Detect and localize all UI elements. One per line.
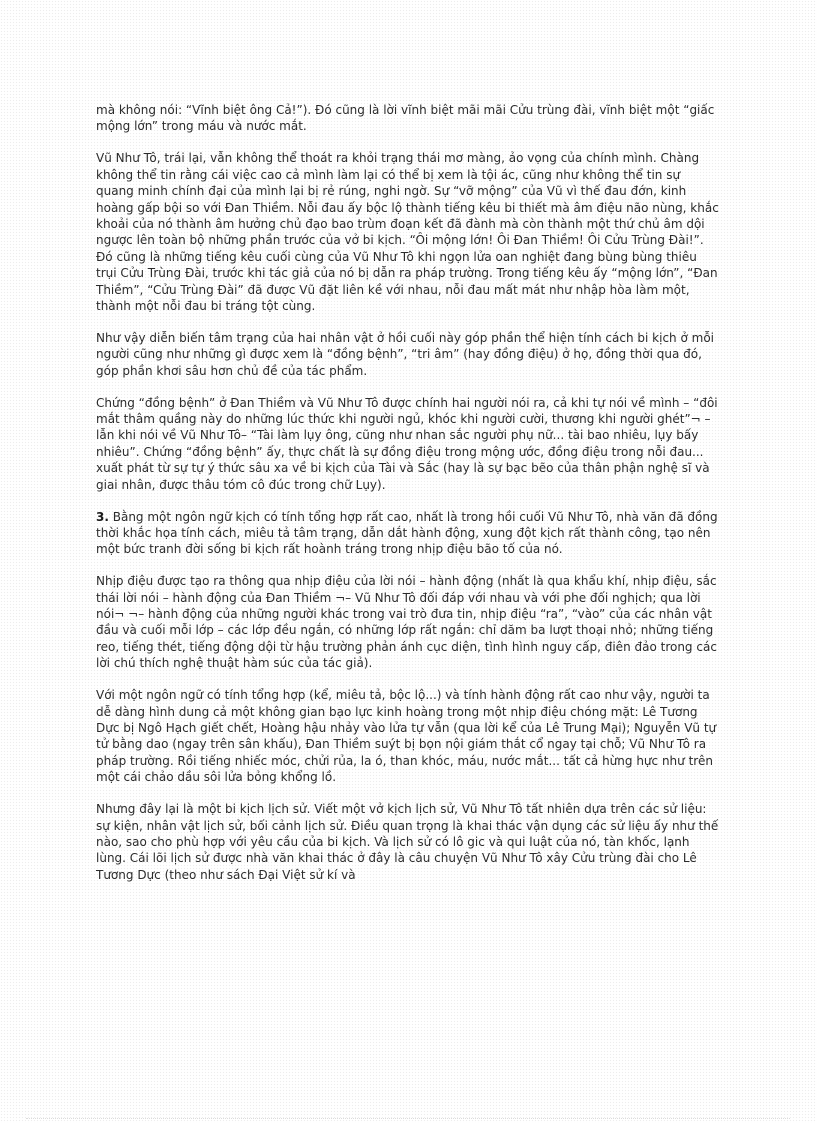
document-body xyxy=(96,102,720,899)
paragraph-text: Bằng một ngôn ngữ kịch có tính tổng hợp rất cao, nhất là trong hồi cuối Vũ Như Tô, nhà văn đã đồng thời khắc họa tính cách, miêu tả tâm trạng, dẫn dắt hành động, xung đột kịch rất thành công, tạo nên một bức tranh đời sống bi kịch rất hoành tráng trong nhịp điệu bão tố của nó. xyxy=(96,509,718,557)
paragraph-text: Nhưng đây lại là một bi kịch lịch sử. Viết một vở kịch lịch sử, Vũ Như Tô tất nhiên dựa trên các sử liệu: sự kiện, nhân vật lịch sử, bối cảnh lịch sử. Điều quan trọng là khai thác vận dụng các sử liệu ấy như thế nào, sao cho phù hợp với yêu cầu của bi kịch. Và lịch sử có lô gic và qui luật của nó, tàn khốc, lạnh lùng. Cái lõi lịch sử được nhà văn khai thác ở đây là câu chuyện Vũ Như Tô xây Cửu trùng đài cho Lê Tương Dực (theo như sách Đại Việt sử kí và xyxy=(96,802,719,882)
paragraph-6 xyxy=(96,573,720,671)
paragraph-7 xyxy=(96,687,720,785)
paragraph-text: Như vậy diễn biến tâm trạng của hai nhân vật ở hồi cuối này góp phần thể hiện tính cách bi kịch ở mỗi người cũng như những gì được xem là “đồng bệnh”, “tri âm” (hay đồng điệu) ở họ, đồng thời qua đó, góp phần khơi sâu hơn chủ đề của tác phẩm. xyxy=(96,330,714,378)
paragraph-3 xyxy=(96,330,720,379)
section-number: 3. xyxy=(96,509,109,524)
paragraph-text: Chứng “đồng bệnh” ở Đan Thiềm và Vũ Như Tô được chính hai người nói ra, cả khi tự nói về mình – “đôi mắt thâm quầng này do những lúc thức khi người ngủ, khóc khi người cười, thương khi người ghét”¬ – lẫn khi nói về Vũ Như Tô– “Tài làm lụy ông, cũng như nhan sắc người phụ nữ... tài bao nhiêu, lụy bấy nhiêu”. Chứng “đồng bệnh” ấy, thực chất là sự đồng điệu trong mộng ước, đồng điệu trong nỗi đau... xuất phát từ sự tự ý thức sâu xa về bi kịch của Tài và Sắc (hay là sự bạc bẽo của thân phận nghệ sĩ và giai nhân, được thâu tóm cô đúc trong chữ Lụy). xyxy=(96,395,718,492)
paragraph-8 xyxy=(96,801,720,883)
paragraph-4 xyxy=(96,395,720,493)
paragraph-1 xyxy=(96,102,720,135)
page-bottom-rule xyxy=(26,1118,790,1119)
paragraph-2 xyxy=(96,150,720,314)
paragraph-text: Vũ Như Tô, trái lại, vẫn không thể thoát ra khỏi trạng thái mơ màng, ảo vọng của chính mình. Chàng không thể tin rằng cái việc cao cả mình làm lại có thể bị xem là tội ác, cũng như không thể tin sự quang minh chính đại của mình lại bị rẻ rúng, nghi ngờ. Sự “vỡ mộng” của Vũ vì thế đau đớn, kinh hoàng gấp bội so với Đan Thiềm. Nỗi đau ấy bộc lộ thành tiếng kêu bi thiết mà âm điệu não nùng, khắc khoải của nó thành âm hưởng chủ đạo bao trùm đoạn kết đã đành mà còn thành một thứ chủ âm dội ngược lên toàn bộ những phần trước của vở bi kịch. “Ôi mộng lớn! Ôi Đan Thiềm! Ôi Cửu Trùng Đài!”. Đó cũng là những tiếng kêu cuối cùng của Vũ Như Tô khi ngọn lửa oan nghiệt đang bùng bùng thiêu trụi Cửu Trùng Đài, trước khi tác giả của nó bị dẫn ra pháp trường. Trong tiếng kêu ấy “mộng lớn”, “Đan Thiềm”, “Cửu Trùng Đài” đã được Vũ đặt liên kề với nhau, nỗi đau mất mát như nhập hòa làm một, thành một nỗi đau bi tráng tột cùng. xyxy=(96,151,719,313)
paragraph-5 xyxy=(96,509,720,558)
paragraph-text: Nhịp điệu được tạo ra thông qua nhịp điệu của lời nói – hành động (nhất là qua khẩu khí, nhịp điệu, sắc thái lời nói – hành động của Đan Thiềm ¬– Vũ Như Tô đối đáp với nhau và với phe đối nghịch; qua lời nói¬ ¬– hành động của những người khác trong vai trò đưa tin, nhịp điệu “ra”, “vào” của các nhân vật đầu và cuối mỗi lớp – các lớp đều ngắn, có những lớp rất ngắn: chỉ dăm ba lượt thoại nhỏ; những tiếng reo, tiếng thét, tiếng động dội từ hậu trường phản ánh cục diện, tình hình nguy cấp, điên đảo trong các lời chú thích nghệ thuật hàm súc của tác giả). xyxy=(96,574,717,671)
paragraph-text: mà không nói: “Vĩnh biệt ông Cả!”). Đó cũng là lời vĩnh biệt mãi mãi Cửu trùng đài, vĩnh biệt một “giấc mộng lớn” trong máu và nước mắt. xyxy=(96,103,715,134)
paragraph-text: Với một ngôn ngữ có tính tổng hợp (kể, miêu tả, bộc lộ...) và tính hành động rất cao như vậy, người ta dễ dàng hình dung cả một không gian bạo lực kinh hoàng trong một nhịp điệu chóng mặt: Lê Tương Dực bị Ngô Hạch giết chết, Hoàng hậu nhảy vào lửa tự vẫn (qua lời kể của Lê Trung Mại); Nguyễn Vũ tự tử bằng dao (ngay trên sân khấu), Đan Thiềm suýt bị bọn nội giám thắt cổ ngay tại chỗ; Vũ Như Tô ra pháp trường. Rồi tiếng nhiếc móc, chửi rủa, la ó, than khóc, máu, nước mắt... tất cả hừng hực như trên một cái chảo dầu sôi lửa bỏng khổng lồ. xyxy=(96,688,717,785)
